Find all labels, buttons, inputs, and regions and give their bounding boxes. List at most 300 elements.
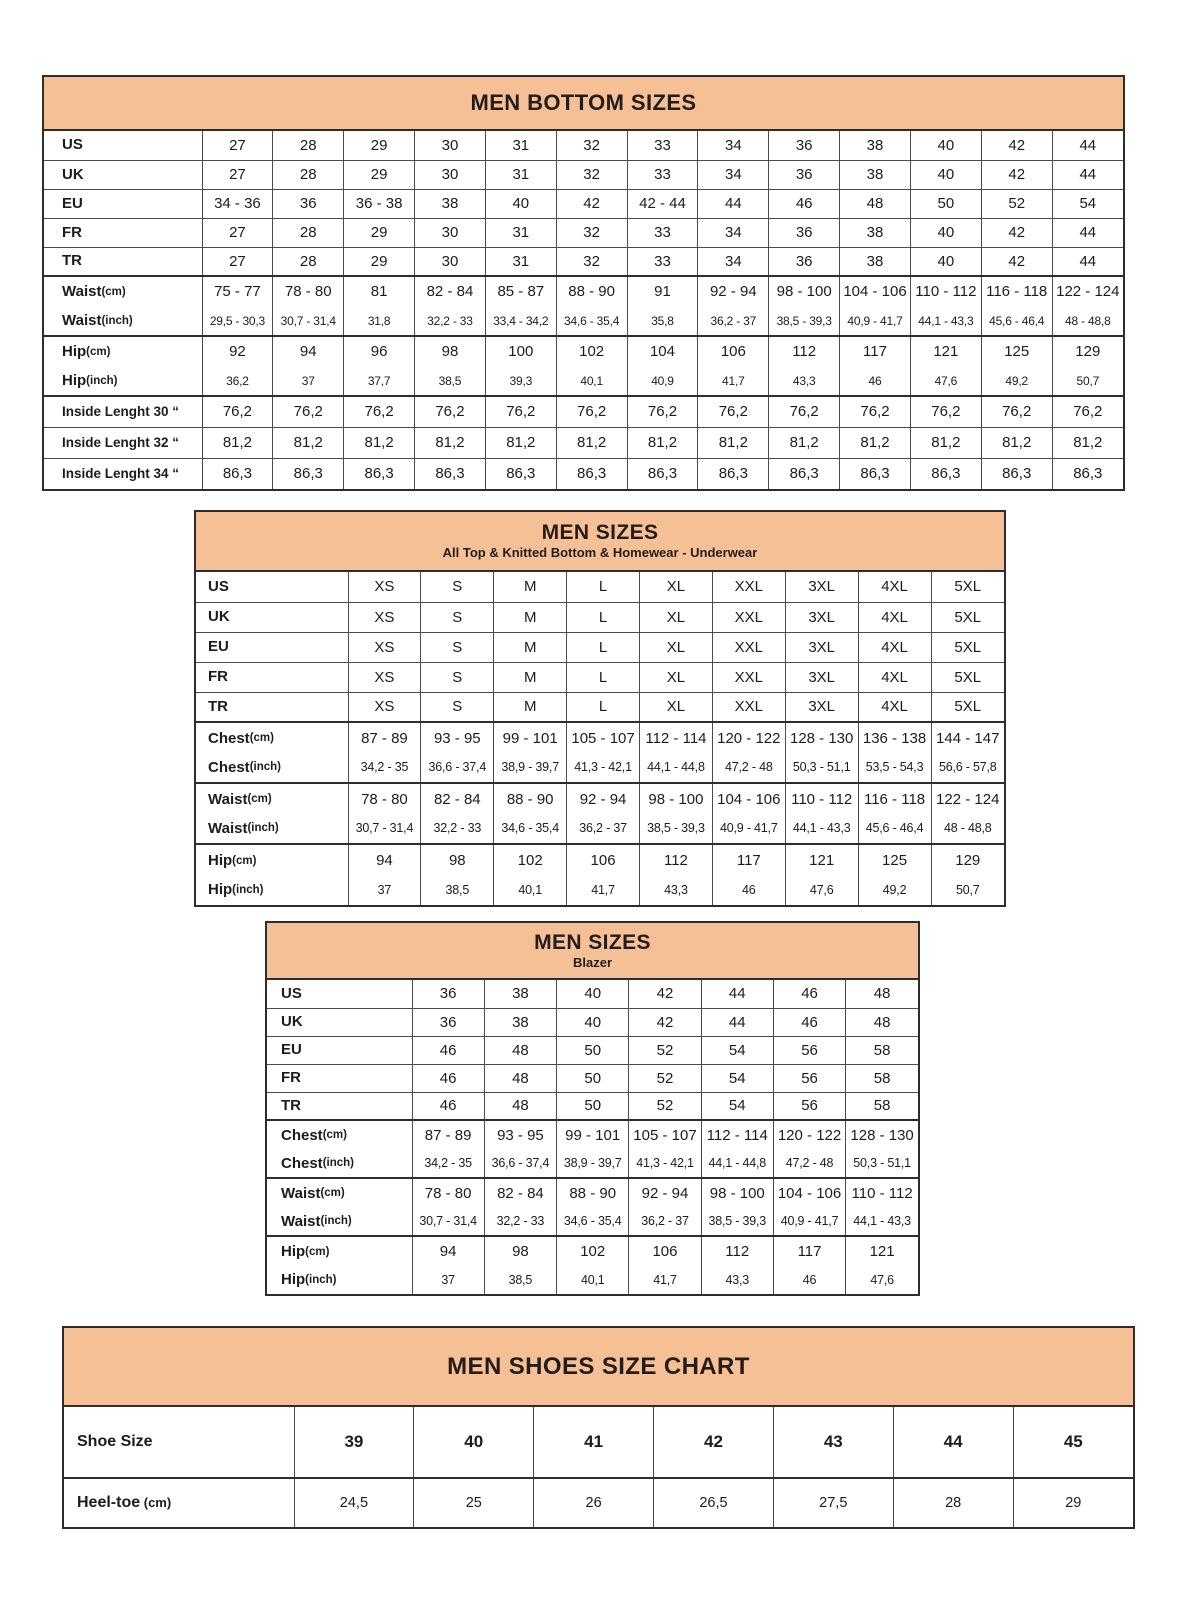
value-cell	[640, 722, 713, 783]
value-inch: 36,2 - 37	[641, 1214, 689, 1228]
value-cell	[412, 1236, 484, 1294]
value-cell: 27	[202, 131, 273, 160]
value-cell	[773, 1120, 845, 1178]
value-cell	[567, 844, 640, 905]
value-cell	[712, 722, 785, 783]
row-label-text: Hip	[62, 372, 87, 389]
value-cell: M	[494, 632, 567, 662]
value-cell	[484, 1178, 556, 1236]
value-cm: 98 - 100	[709, 1184, 765, 1202]
value-inch: 37	[441, 1272, 455, 1287]
row-label-text: US	[208, 577, 229, 595]
value-cell: 36	[769, 247, 840, 276]
row-label-unit: (cm)	[232, 854, 257, 867]
value-cell: 31	[485, 218, 556, 247]
value-cell: 27	[202, 160, 273, 189]
row-label-unit: (cm)	[86, 345, 111, 358]
value-inch: 46	[742, 882, 756, 897]
value-cell: 27,5	[773, 1478, 893, 1527]
table-grid	[267, 980, 918, 1294]
value-cm: 96	[370, 343, 388, 360]
value-cell: L	[567, 572, 640, 602]
value-cm: 93 - 95	[497, 1126, 544, 1144]
row-label-unit: (cm)	[249, 732, 274, 744]
value-cm: 85 - 87	[497, 283, 545, 300]
value-cell	[910, 336, 981, 396]
row-label-text: Chest	[281, 1126, 323, 1144]
value-cell: 28	[273, 131, 344, 160]
value-cell: 86,3	[273, 458, 344, 489]
value-cm: 94	[439, 1243, 457, 1260]
value-cell: XL	[640, 632, 713, 662]
row-label-text: FR	[281, 1069, 301, 1086]
row-label-unit: (inch)	[305, 1273, 337, 1286]
row-label	[196, 783, 348, 844]
value-cm: 81	[370, 283, 388, 300]
value-cell: 32	[556, 160, 627, 189]
value-inch: 34,6 - 35,4	[501, 821, 559, 835]
row-label	[267, 1236, 412, 1294]
value-cell: S	[421, 632, 494, 662]
value-cell	[484, 1236, 556, 1294]
value-cell: 44	[1052, 218, 1123, 247]
row-label-text: UK	[281, 1013, 303, 1030]
value-cell: 76,2	[344, 396, 415, 427]
value-cm: 98 - 100	[776, 283, 832, 300]
table-row	[44, 131, 1123, 160]
value-cell: 54	[701, 1092, 773, 1120]
value-cell: 52	[629, 1064, 701, 1092]
row-label-unit: (cm)	[247, 793, 272, 805]
table-row	[44, 247, 1123, 276]
value-cell: 34	[698, 218, 769, 247]
value-inch: 38,5 - 39,3	[647, 821, 705, 835]
value-cell: 52	[981, 189, 1052, 218]
value-inch: 41,7	[653, 1272, 677, 1287]
value-cell: 86,3	[910, 458, 981, 489]
value-cell: 76,2	[485, 396, 556, 427]
table-row	[267, 1120, 918, 1178]
value-cm: 120 - 122	[777, 1126, 842, 1144]
value-inch: 38,9 - 39,7	[563, 1156, 622, 1170]
value-inch: 41,3 - 42,1	[636, 1156, 694, 1170]
value-cm: 104 - 106	[717, 790, 781, 808]
value-cell	[858, 783, 931, 844]
value-inch: 36,2 - 37	[579, 821, 627, 835]
row-label-unit: (cm)	[305, 1245, 330, 1258]
row-label	[267, 1064, 412, 1092]
value-cell: 42	[556, 189, 627, 218]
row-label	[44, 247, 202, 276]
value-cell: 46	[769, 189, 840, 218]
value-cm: 88 - 90	[568, 283, 615, 300]
value-cm: 102	[517, 852, 543, 869]
value-cm: 98 - 100	[648, 790, 704, 808]
row-label-text: Inside Lenght 34 “	[62, 465, 180, 481]
row-label-text: Waist	[62, 312, 102, 329]
table-row	[267, 1236, 918, 1294]
value-cell: 34	[698, 247, 769, 276]
value-cell: 48	[846, 1008, 918, 1036]
row-label	[64, 1478, 294, 1527]
table-grid	[44, 131, 1123, 489]
row-label	[196, 632, 348, 662]
value-cell: 76,2	[840, 396, 911, 427]
value-inch: 37	[377, 882, 392, 897]
value-cell	[412, 1120, 484, 1178]
value-cell	[1052, 276, 1123, 336]
row-label-text: FR	[208, 668, 228, 685]
value-cell: 45	[1013, 1407, 1133, 1478]
table-row	[196, 692, 1004, 722]
value-cell: 42 - 44	[627, 189, 698, 218]
value-inch: 47,6	[934, 373, 958, 388]
row-label	[196, 844, 348, 905]
value-cm: 128 - 130	[789, 729, 854, 747]
value-cell	[773, 1236, 845, 1294]
value-cell	[627, 336, 698, 396]
value-cm: 88 - 90	[506, 790, 554, 808]
row-label-text: Inside Lenght 32 “	[62, 434, 180, 450]
value-cell	[202, 276, 273, 336]
table-row	[196, 844, 1004, 905]
value-cell	[629, 1120, 701, 1178]
value-cm: 94	[376, 852, 393, 869]
value-cell	[840, 276, 911, 336]
row-label-text: TR	[281, 1096, 301, 1114]
table-row	[267, 1092, 918, 1120]
value-cell	[785, 783, 858, 844]
value-cm: 121	[933, 343, 959, 360]
value-inch: 40,1	[580, 373, 603, 388]
table-row	[267, 1008, 918, 1036]
row-label-unit: (inch)	[322, 1157, 354, 1169]
value-cell: 36	[273, 189, 344, 218]
row-label	[267, 1120, 412, 1178]
value-cell: XS	[348, 692, 421, 722]
row-label-text: Inside Lenght 30 “	[62, 403, 180, 419]
table-row	[44, 276, 1123, 336]
value-cm: 117	[863, 343, 887, 360]
value-cell: 52	[629, 1092, 701, 1120]
value-cell: S	[421, 572, 494, 602]
value-cell: M	[494, 602, 567, 632]
value-cell: M	[494, 572, 567, 602]
value-cell: S	[421, 692, 494, 722]
value-cell: L	[567, 632, 640, 662]
value-inch: 36,6 - 37,4	[491, 1156, 550, 1170]
value-cell: 28	[273, 218, 344, 247]
value-cell: 44	[701, 980, 773, 1008]
value-inch: 50,3 - 51,1	[792, 760, 851, 774]
value-cm: 106	[590, 852, 616, 869]
value-cell: 46	[412, 1064, 484, 1092]
value-cell: XS	[348, 602, 421, 632]
table-header	[44, 77, 1123, 131]
value-inch: 32,2 - 33	[433, 821, 482, 835]
value-cell: 27	[202, 218, 273, 247]
value-inch: 40,9 - 41,7	[780, 1214, 839, 1228]
value-cm: 93 - 95	[433, 729, 481, 747]
table-row	[196, 602, 1004, 632]
value-cell: L	[567, 662, 640, 692]
value-cell	[556, 276, 627, 336]
value-cell: 34 - 36	[202, 189, 273, 218]
row-label-unit: (cm)	[322, 1129, 347, 1141]
value-cell: 27	[202, 247, 273, 276]
value-cm: 99 - 101	[502, 729, 558, 747]
value-cell	[567, 722, 640, 783]
value-cell: L	[567, 602, 640, 632]
value-inch: 43,3	[664, 882, 688, 897]
value-cell	[344, 276, 415, 336]
row-label	[267, 1092, 412, 1120]
table-subtitle: Blazer	[572, 954, 613, 970]
value-cell: 34	[698, 160, 769, 189]
value-inch: 43,3	[792, 373, 816, 388]
value-cell: 40	[414, 1407, 534, 1478]
value-cell: 86,3	[1052, 458, 1123, 489]
value-cm: 98	[512, 1243, 529, 1260]
value-inch: 40,9 - 41,7	[720, 821, 778, 835]
value-inch: 40,1	[580, 1272, 605, 1287]
value-cm: 125	[1004, 343, 1030, 360]
value-cell	[557, 1178, 629, 1236]
value-inch: 44,1 - 44,8	[647, 760, 705, 774]
value-cell: 3XL	[785, 602, 858, 632]
value-cell	[840, 336, 911, 396]
value-cell	[910, 276, 981, 336]
value-cell: 38	[484, 980, 556, 1008]
value-cell	[415, 276, 486, 336]
value-cm: 112	[663, 852, 688, 869]
value-cell	[698, 336, 769, 396]
value-cell	[701, 1120, 773, 1178]
value-cell: 26	[534, 1478, 654, 1527]
value-inch: 38,5	[438, 373, 462, 388]
value-cm: 120 - 122	[717, 729, 781, 747]
value-cell	[846, 1178, 918, 1236]
row-label	[44, 396, 202, 427]
value-cell: 29	[344, 160, 415, 189]
value-cell: 40	[910, 247, 981, 276]
value-cm: 122 - 124	[936, 790, 1000, 808]
row-label	[196, 722, 348, 783]
table-row	[267, 1178, 918, 1236]
row-label-text: Chest	[208, 729, 250, 747]
value-cell: XL	[640, 572, 713, 602]
value-cell: 81,2	[202, 427, 273, 458]
value-cell	[785, 844, 858, 905]
value-cell: 28	[273, 160, 344, 189]
value-cm: 78 - 80	[284, 283, 332, 300]
row-label-text: Hip	[281, 1271, 306, 1288]
value-cell: 32	[556, 131, 627, 160]
value-cm: 100	[508, 343, 534, 360]
value-inch: 40,9 - 41,7	[847, 313, 903, 328]
value-cm: 117	[797, 1243, 822, 1260]
value-inch: 34,2 - 35	[424, 1156, 472, 1170]
row-label-text: Hip	[208, 881, 233, 898]
value-cell	[698, 276, 769, 336]
value-cell: 42	[981, 247, 1052, 276]
value-cell: S	[421, 662, 494, 692]
value-cm: 104 - 106	[843, 283, 907, 300]
row-label-text: UK	[208, 608, 230, 625]
value-cell: 44	[1052, 131, 1123, 160]
row-label-text: Waist	[208, 790, 248, 808]
row-label-unit: (inch)	[101, 314, 133, 327]
table-title: MEN SIZES	[534, 930, 651, 954]
value-cell: 86,3	[344, 458, 415, 489]
table-row	[44, 396, 1123, 427]
value-cell: 4XL	[858, 662, 931, 692]
value-cell: 34	[698, 131, 769, 160]
value-cm: 110 - 112	[915, 283, 977, 300]
value-cell: 5XL	[931, 692, 1004, 722]
value-inch: 47,6	[870, 1272, 894, 1287]
value-cell: 42	[629, 980, 701, 1008]
value-cm: 105 - 107	[633, 1126, 697, 1144]
value-inch: 30,7 - 31,4	[355, 821, 414, 835]
value-cell: 86,3	[627, 458, 698, 489]
value-cell	[557, 1236, 629, 1294]
value-cell	[769, 336, 840, 396]
value-cell	[846, 1120, 918, 1178]
value-cell: 36	[412, 980, 484, 1008]
table-row	[44, 427, 1123, 458]
value-cell	[567, 783, 640, 844]
value-cm: 136 - 138	[862, 729, 927, 747]
row-label	[44, 218, 202, 247]
value-inch: 48 - 48,8	[943, 821, 992, 835]
value-cell: 32	[556, 247, 627, 276]
value-cm: 87 - 89	[424, 1126, 472, 1144]
value-cell: 5XL	[931, 602, 1004, 632]
row-label	[44, 131, 202, 160]
row-label-unit: (cm)	[101, 285, 126, 298]
row-label-text: EU	[208, 638, 229, 655]
value-cell: 42	[654, 1407, 774, 1478]
value-cell	[348, 844, 421, 905]
row-label-text: US	[62, 136, 83, 154]
value-cell: 50	[557, 1036, 629, 1064]
value-inch: 30,7 - 31,4	[419, 1214, 477, 1228]
value-cell: 48	[846, 980, 918, 1008]
value-cell: 36 - 38	[344, 189, 415, 218]
value-cell: 81,2	[698, 427, 769, 458]
value-cm: 116 - 118	[863, 790, 926, 808]
value-cm: 104	[649, 343, 675, 360]
value-cell: M	[494, 662, 567, 692]
value-cell	[557, 1120, 629, 1178]
row-label-text: Waist	[281, 1212, 321, 1230]
value-cell: 56	[773, 1064, 845, 1092]
table-row	[44, 218, 1123, 247]
row-label-text: US	[281, 984, 302, 1002]
value-cell	[627, 276, 698, 336]
value-cm: 82 - 84	[433, 790, 481, 808]
value-cell	[556, 336, 627, 396]
value-cell	[931, 722, 1004, 783]
row-label	[44, 336, 202, 396]
value-cell	[858, 844, 931, 905]
value-cell: XS	[348, 662, 421, 692]
value-cell: 56	[773, 1036, 845, 1064]
value-cell: 41	[534, 1407, 654, 1478]
value-inch: 47,6	[809, 882, 834, 897]
row-label-text: Hip	[62, 343, 87, 360]
value-cell	[981, 276, 1052, 336]
value-inch: 45,6 - 46,4	[865, 821, 924, 835]
table-row	[64, 1407, 1133, 1478]
value-cell	[421, 844, 494, 905]
value-cm: 98	[448, 852, 466, 869]
row-label	[267, 1008, 412, 1036]
value-cell: 30	[415, 160, 486, 189]
row-label-text: Chest	[208, 758, 250, 776]
table-subtitle: All Top & Knitted Bottom & Homewear - Underwear	[442, 545, 758, 561]
value-inch: 31,8	[367, 313, 391, 328]
value-cell: 29	[344, 218, 415, 247]
value-inch: 44,1 - 43,3	[853, 1214, 911, 1228]
value-cell: 36	[769, 218, 840, 247]
value-cell	[415, 336, 486, 396]
value-cell: 40	[557, 980, 629, 1008]
value-cell: 81,2	[1052, 427, 1123, 458]
value-cm: 75 - 77	[214, 283, 261, 300]
table-men-shoes-size-chart	[62, 1326, 1135, 1529]
table-header	[64, 1328, 1133, 1407]
row-label-text: TR	[208, 697, 228, 715]
value-cell: 38	[840, 160, 911, 189]
value-cell: XXL	[712, 572, 785, 602]
table-men-sizes-blazer	[265, 921, 920, 1296]
row-label	[44, 427, 202, 458]
value-cell	[846, 1236, 918, 1294]
value-cell	[412, 1178, 484, 1236]
value-inch: 45,6 - 46,4	[989, 313, 1045, 328]
value-cell: XXL	[712, 632, 785, 662]
row-label	[64, 1407, 294, 1478]
value-cell: 44	[1052, 247, 1123, 276]
value-cell: 81,2	[840, 427, 911, 458]
value-cm: 104 - 106	[777, 1184, 842, 1202]
value-cell: 76,2	[627, 396, 698, 427]
value-cm: 129	[1075, 343, 1101, 360]
row-label-unit: (cm)	[320, 1187, 345, 1199]
value-cell: 44	[893, 1407, 1013, 1478]
value-cell: 44	[1052, 160, 1123, 189]
value-cell: 42	[981, 218, 1052, 247]
row-label	[267, 1036, 412, 1064]
value-cm: 92	[229, 343, 246, 360]
value-cell: 86,3	[415, 458, 486, 489]
value-inch: 41,3 - 42,1	[574, 760, 632, 774]
row-label	[196, 602, 348, 632]
value-cm: 128 - 130	[850, 1126, 914, 1144]
value-cell: 76,2	[769, 396, 840, 427]
value-cell: 81,2	[769, 427, 840, 458]
value-inch: 53,5 - 54,3	[865, 760, 924, 774]
table-row	[64, 1478, 1133, 1527]
value-cell: 48	[484, 1036, 556, 1064]
value-cell: 3XL	[785, 632, 858, 662]
value-cell	[629, 1178, 701, 1236]
value-inch: 36,6 - 37,4	[428, 760, 487, 774]
value-cell: XL	[640, 692, 713, 722]
value-cell: 3XL	[785, 692, 858, 722]
